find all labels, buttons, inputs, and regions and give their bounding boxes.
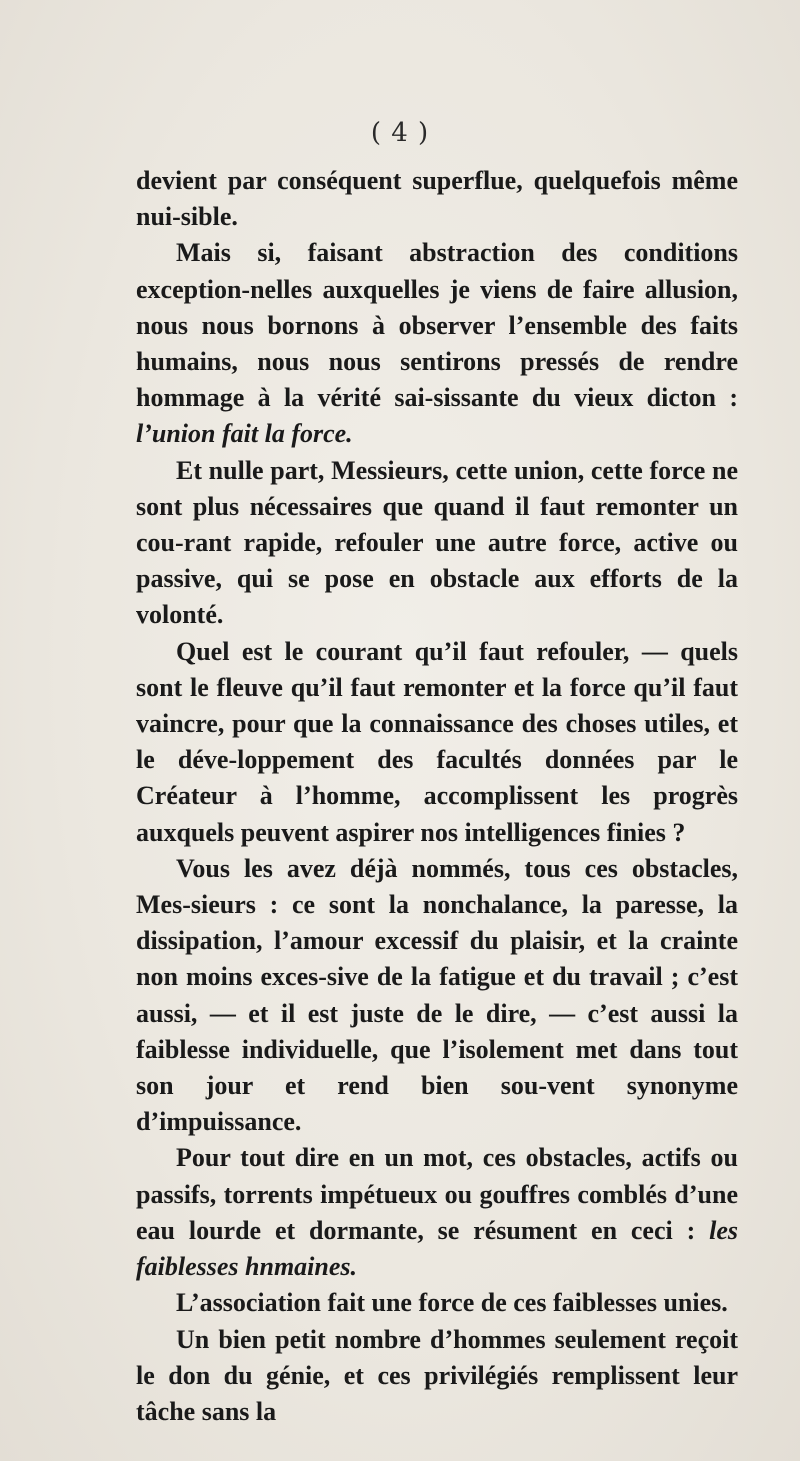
paragraph-text: Pour tout dire en un mot, ces obstacles, actifs ou passifs, torrents impétueux ou gouffres comblés d’une eau lourde et dormante, se résument en ceci : [136,1143,738,1245]
paragraph: L’association fait une force de ces faiblesses unies. [176,1288,728,1318]
paragraph: devient par conséquent superflue, quelquefois même nui-sible. [136,166,738,232]
paragraph: Un bien petit nombre d’hommes seulement reçoit le don du génie, et ces privilégiés remplissent leur tâche sans la [136,1324,738,1426]
italic-phrase: les faiblesses hnmaines. [136,1215,738,1282]
paragraph: Vous les avez déjà nommés, tous ces obstacles, Mes-sieurs : ce sont la nonchalance, la paresse, la dissipation, l’amour excessif du plaisir, et la crainte non moins exces-sive de la fatigue et du travail ; c’est aussi, — et il est juste de le dire, — c’est aussi la faiblesse individuelle, que l’isolement met dans tout son jour et rend bien sou-vent synonyme d’impuissance. [136,853,738,1137]
body-text [136,163,738,1430]
paragraph: Quel est le courant qu’il faut refouler, — quels sont le fleuve qu’il faut remonter et la force qu’il faut vaincre, pour que la connaissance des choses utiles, et le déve-loppement des facultés données par le Créateur à l’homme, accomplissent les progrès auxquels peuvent aspirer nos intelligences finies ? [136,636,738,847]
paragraph [136,1140,738,1285]
italic-phrase: l’union fait la force. [136,419,353,449]
paragraph [136,235,738,452]
page-number: ( 4 ) [370,118,430,148]
paragraph-text: Mais si, faisant abstraction des conditions exception-nelles auxquelles je viens de faire allusion, nous nous bornons à observer l’ensemble des faits humains, nous nous sentirons pressés de rendre hommage à la vérité sai-sissante du vieux dicton : [136,238,738,413]
paragraph: Et nulle part, Messieurs, cette union, cette force ne sont plus nécessaires que quand il faut remonter un cou-rant rapide, refouler une autre force, active ou passive, qui se pose en obstacle aux efforts de la volonté. [136,455,738,630]
